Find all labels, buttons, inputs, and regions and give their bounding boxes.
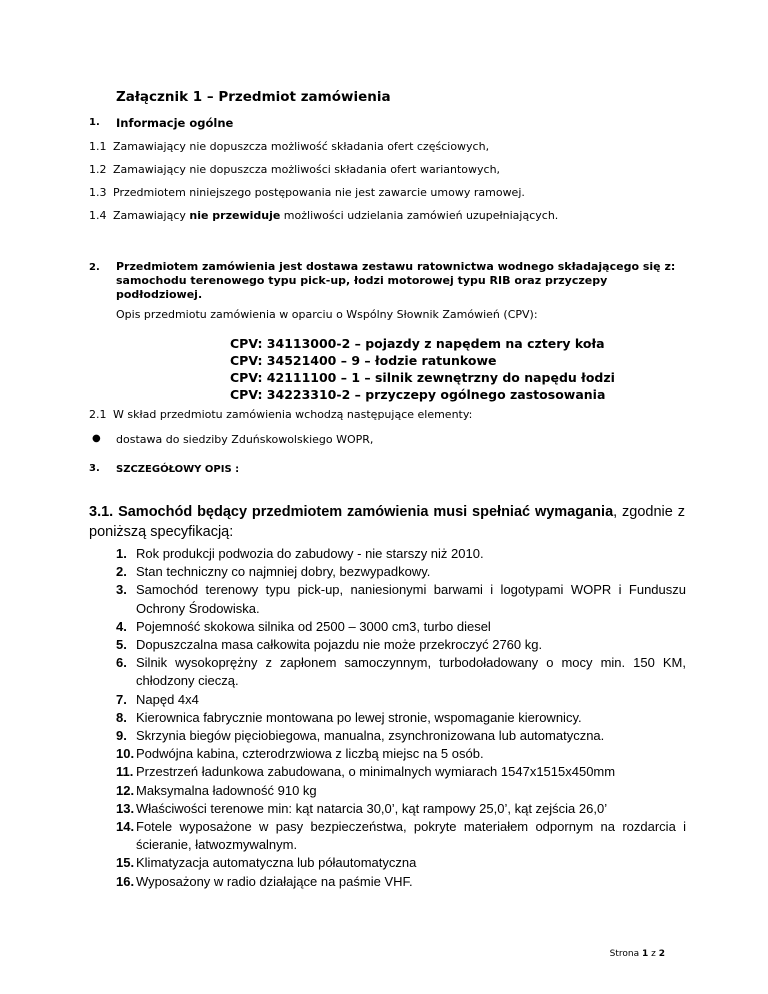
- spec-item: 1. Rok produkcji podwozia do zabudowy - nie starszy niż 2010.: [116, 546, 484, 561]
- cpv-intro: Opis przedmiotu zamówienia w oparciu o Wspólny Słownik Zamówień (CPV):: [116, 308, 538, 321]
- spec-list: [116, 545, 686, 891]
- emphasis-text: nie przewiduje: [189, 209, 281, 222]
- spec-item: 6. Silnik wysokoprężny z zapłonem samoczynnym, turbodoładowany o mocy min. 150 KM, chłodzony cieczą.: [116, 655, 686, 689]
- info-item-1-4: 1.4 Zamawiający nie przewiduje możliwości udzielania zamówień uzupełniających.: [89, 209, 559, 222]
- spec-item: 7. Napęd 4x4: [116, 691, 199, 707]
- page-footer: Strona 1 z 2: [609, 949, 665, 959]
- bullet-item: dostawa do siedziby Zduńskowolskiego WOPR,: [116, 433, 374, 446]
- spec-item: 5. Dopuszczalna masa całkowita pojazdu nie może przekroczyć 2760 kg.: [116, 637, 543, 653]
- section-2-heading: Przedmiotem zamówienia jest dostawa zestawu ratownictwa wodnego składającego się z: samochodu terenowego typu pick-up, łodzi motorowej typu RIB oraz przyczepy podłodziowej.: [116, 260, 676, 301]
- info-item-1-2: 1.2 Zamawiający nie dopuszcza możliwości składania ofert wariantowych,: [89, 163, 501, 176]
- cpv-code: CPV: 34113000-2 – pojazdy z napędem na cztery koła: [230, 336, 605, 351]
- info-item-1-3: 1.3 Przedmiotem niniejszego postępowania nie jest zawarcie umowy ramowej.: [89, 186, 525, 199]
- spec-item: 9. Skrzynia biegów pięciobiegowa, manualna, zsynchronizowana lub automatyczna.: [116, 728, 605, 744]
- spec-item: 16. Wyposażony w radio działające na paśmie VHF.: [116, 873, 413, 889]
- spec-item: 10. Podwójna kabina, czterodrzwiowa z liczbą miejsc na 5 osób.: [116, 746, 484, 762]
- section-1-number: 1.: [89, 117, 100, 128]
- section-1-heading: Informacje ogólne: [116, 116, 234, 130]
- spec-item: 12. Maksymalna ładowność 910 kg: [116, 782, 317, 798]
- section-3-heading: SZCZEGÓŁOWY OPIS :: [116, 464, 240, 475]
- spec-item: 13. Właściwości terenowe min: kąt natarcia 30,0’, kąt rampowy 25,0’, kąt zejścia 26,0’: [116, 800, 608, 816]
- section-2-1: 2.1 W skład przedmiotu zamówienia wchodzą następujące elementy:: [89, 408, 473, 421]
- spec-item: 8. Kierownica fabrycznie montowana po lewej stronie, wspomaganie kierownicy.: [116, 709, 582, 725]
- page-title: Załącznik 1 – Przedmiot zamówienia: [116, 89, 391, 105]
- section-3-number: 3.: [89, 463, 100, 474]
- cpv-code: CPV: 34521400 – 9 – łodzie ratunkowe: [230, 353, 497, 368]
- spec-item: 3. Samochód terenowy typu pick-up, naniesionymi barwami i logotypami WOPR i Funduszu Ochrony Środowiska.: [116, 582, 686, 616]
- cpv-code: CPV: 42111100 – 1 – silnik zewnętrzny do napędu łodzi: [230, 370, 615, 385]
- spec-item: 4. Pojemność skokowa silnika od 2500 – 3000 cm3, turbo diesel: [116, 618, 491, 634]
- section-2-number: 2.: [89, 262, 100, 273]
- info-item-1-1: 1.1 Zamawiający nie dopuszcza możliwość składania ofert częściowych,: [89, 140, 490, 153]
- spec-item: 11. Przestrzeń ładunkowa zabudowana, o minimalnych wymiarach 1547x1515x450mm: [116, 764, 616, 780]
- bullet-icon: ●: [92, 433, 101, 444]
- spec-item: 14. Fotele wyposażone w pasy bezpieczeństwa, pokryte materiałem odpornym na rozdarcia i ścieranie, łatwozmywalnym.: [116, 819, 686, 853]
- spec-item: 15. Klimatyzacja automatyczna lub półautomatyczna: [116, 855, 417, 871]
- cpv-code: CPV: 34223310-2 – przyczepy ogólnego zastosowania: [230, 387, 606, 402]
- spec-item: 2. Stan techniczny co najmniej dobry, bezwypadkowy.: [116, 564, 431, 580]
- section-3-1-heading: 3.1. Samochód będący przedmiotem zamówienia musi spełniać wymagania, zgodnie z poniższą specyfikacją:: [89, 504, 685, 540]
